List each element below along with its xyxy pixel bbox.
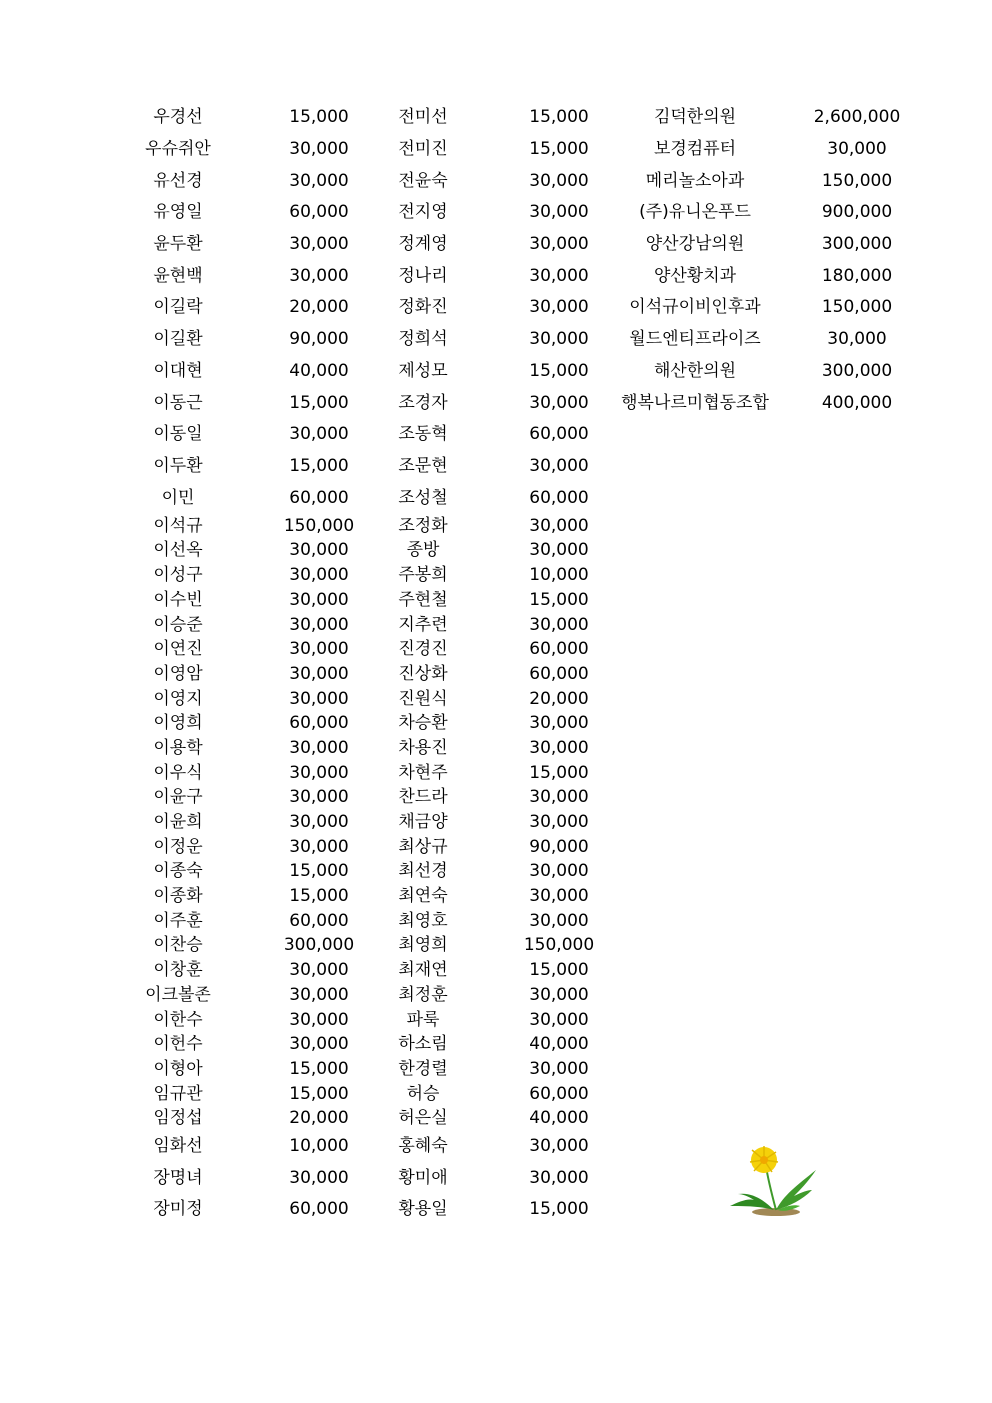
donor-name: 전지영 (398, 202, 448, 223)
donation-amount: 30,000 (529, 515, 589, 536)
donation-amount: 30,000 (529, 265, 589, 286)
donation-amount: 30,000 (289, 614, 349, 635)
donation-amount: 30,000 (529, 812, 589, 833)
donation-amount: 15,000 (529, 762, 589, 783)
donor-name: 이종화 (153, 886, 203, 907)
donation-amount: 30,000 (289, 1009, 349, 1030)
donation-amount: 15,000 (289, 861, 349, 882)
donor-middle-row (363, 1194, 629, 1226)
donation-amount: 30,000 (289, 639, 349, 660)
donation-amount: 30,000 (529, 540, 589, 561)
donation-amount: 15,000 (289, 1058, 349, 1079)
donation-amount: 300,000 (283, 935, 355, 956)
donor-middle-row (363, 1106, 629, 1131)
donation-amount: 30,000 (529, 886, 589, 907)
donation-amount: 60,000 (529, 424, 589, 445)
donor-name: 김덕한의원 (653, 107, 737, 128)
donor-name: 이대현 (153, 360, 203, 381)
donor-name: 이두환 (153, 455, 203, 476)
donation-amount: 15,000 (529, 139, 589, 160)
donation-amount: 10,000 (289, 1136, 349, 1157)
donor-name: 유영일 (153, 202, 203, 223)
donation-amount: 2,600,000 (813, 107, 901, 128)
donor-name: 주봉희 (398, 565, 448, 586)
donation-amount: 30,000 (529, 910, 589, 931)
donation-amount: 30,000 (289, 589, 349, 610)
donor-middle-row (363, 810, 629, 835)
donor-left-row (118, 810, 394, 835)
donation-amount: 30,000 (529, 1009, 589, 1030)
donation-amount: 30,000 (289, 984, 349, 1005)
donor-name: 조동혁 (398, 424, 448, 445)
donation-amount: 400,000 (821, 392, 893, 413)
donor-name: 윤두환 (153, 234, 203, 255)
donor-middle-row (363, 786, 629, 811)
donor-right-row (600, 356, 922, 388)
donation-amount: 30,000 (529, 737, 589, 758)
donor-name: 최정훈 (398, 984, 448, 1005)
donor-name: 이종숙 (153, 861, 203, 882)
donor-left-row (118, 1194, 394, 1226)
donor-name: 최영희 (398, 935, 448, 956)
donation-amount: 20,000 (529, 688, 589, 709)
donation-amount: 150,000 (821, 297, 893, 318)
donation-amount: 20,000 (289, 1108, 349, 1129)
donor-name: 장미정 (153, 1199, 203, 1220)
donation-amount: 30,000 (529, 170, 589, 191)
donor-name: 임화선 (153, 1136, 203, 1157)
donor-name: 이윤희 (153, 812, 203, 833)
donor-left-row (118, 637, 394, 662)
donor-name: 조정화 (398, 515, 448, 536)
donor-name: 양산황치과 (653, 265, 737, 286)
donation-amount: 10,000 (529, 565, 589, 586)
donation-amount: 30,000 (827, 329, 887, 350)
donation-amount: 30,000 (289, 139, 349, 160)
donor-left-row (118, 983, 394, 1008)
donor-name: 이헌수 (153, 1034, 203, 1055)
donor-middle-row (363, 761, 629, 786)
donation-amount: 30,000 (529, 202, 589, 223)
donor-name: (주)유니온푸드 (639, 202, 751, 223)
donor-name: 진경진 (398, 639, 448, 660)
donor-left-row (118, 835, 394, 860)
donor-name: 이창훈 (153, 960, 203, 981)
donation-amount: 60,000 (289, 910, 349, 931)
donor-name: 제성모 (398, 360, 448, 381)
donor-left-row (118, 1163, 394, 1195)
donor-middle-row (363, 324, 629, 356)
donor-name: 이길락 (153, 297, 203, 318)
donor-left-row (118, 711, 394, 736)
donor-name: 조문현 (398, 455, 448, 476)
donor-name: 장명녀 (153, 1167, 203, 1188)
donor-name: 이길환 (153, 329, 203, 350)
donor-name: 허은실 (398, 1108, 448, 1129)
donor-name: 진상화 (398, 663, 448, 684)
donation-amount: 30,000 (289, 565, 349, 586)
donor-left-row (118, 165, 394, 197)
donor-middle-row (363, 983, 629, 1008)
donor-left-row (118, 539, 394, 564)
donor-middle-row (363, 637, 629, 662)
donor-left-row (118, 958, 394, 983)
donor-middle-row (363, 102, 629, 134)
donor-name: 임정섭 (153, 1108, 203, 1129)
donation-amount: 150,000 (283, 515, 355, 536)
donor-name: 주현철 (398, 589, 448, 610)
donation-amount: 150,000 (821, 170, 893, 191)
donation-amount: 300,000 (821, 234, 893, 255)
donor-name: 황용일 (398, 1199, 448, 1220)
donor-middle-row (363, 539, 629, 564)
donor-name: 지추련 (398, 614, 448, 635)
donor-name: 최상규 (398, 836, 448, 857)
donor-middle-row (363, 514, 629, 539)
donation-amount: 15,000 (289, 1083, 349, 1104)
donor-middle-row (363, 835, 629, 860)
donation-amount: 15,000 (289, 886, 349, 907)
donor-name: 이석규이비인후과 (629, 297, 761, 318)
donor-left-row (118, 1082, 394, 1107)
donation-amount: 15,000 (289, 455, 349, 476)
donation-amount: 30,000 (289, 1034, 349, 1055)
donor-right-row (600, 165, 922, 197)
donor-name: 이주훈 (153, 910, 203, 931)
donation-amount: 60,000 (529, 1083, 589, 1104)
donor-left-row (118, 613, 394, 638)
donation-amount: 30,000 (289, 663, 349, 684)
donor-middle-row (363, 613, 629, 638)
donor-middle-row (363, 1008, 629, 1033)
donor-name: 이영지 (153, 688, 203, 709)
donor-left-row (118, 260, 394, 292)
donor-left-row (118, 1032, 394, 1057)
donor-middle-row (363, 1082, 629, 1107)
donor-name: 정나리 (398, 265, 448, 286)
donor-middle-row (363, 292, 629, 324)
donor-left-row (118, 934, 394, 959)
donor-name: 이용학 (153, 737, 203, 758)
donor-middle-row (363, 563, 629, 588)
donation-amount: 30,000 (529, 329, 589, 350)
donor-left-row (118, 514, 394, 539)
donor-name: 허승 (406, 1083, 440, 1104)
donation-amount: 60,000 (289, 713, 349, 734)
donor-middle-row (363, 356, 629, 388)
donor-middle-row (363, 736, 629, 761)
donation-amount: 30,000 (529, 1136, 589, 1157)
donor-name: 황미애 (398, 1167, 448, 1188)
donor-left-row (118, 356, 394, 388)
donation-amount: 30,000 (529, 614, 589, 635)
donation-amount: 90,000 (289, 329, 349, 350)
donation-amount: 15,000 (289, 107, 349, 128)
donor-column-left (118, 102, 394, 1226)
donation-amount: 30,000 (529, 787, 589, 808)
donor-name: 임규관 (153, 1083, 203, 1104)
donor-middle-row (363, 260, 629, 292)
donor-left-row (118, 1131, 394, 1163)
donor-left-row (118, 786, 394, 811)
donor-name: 이수빈 (153, 589, 203, 610)
donation-amount: 15,000 (529, 1199, 589, 1220)
donor-name: 윤현백 (153, 265, 203, 286)
donation-amount: 30,000 (529, 1167, 589, 1188)
donor-middle-row (363, 1163, 629, 1195)
donor-name: 정화진 (398, 297, 448, 318)
donor-left-row (118, 736, 394, 761)
donor-left-row (118, 884, 394, 909)
donation-amount: 30,000 (529, 1058, 589, 1079)
donor-middle-row (363, 958, 629, 983)
donation-amount: 30,000 (827, 139, 887, 160)
donor-name: 이석규 (153, 515, 203, 536)
donor-left-row (118, 387, 394, 419)
donor-name: 전미진 (398, 139, 448, 160)
donor-name: 차현주 (398, 762, 448, 783)
donor-left-row (118, 324, 394, 356)
donation-amount: 40,000 (529, 1108, 589, 1129)
donor-name: 메리놀소아과 (645, 170, 745, 191)
donation-amount: 40,000 (289, 360, 349, 381)
donation-amount: 30,000 (289, 960, 349, 981)
donor-left-row (118, 134, 394, 166)
donor-name: 월드엔티프라이즈 (629, 329, 761, 350)
donor-right-row (600, 134, 922, 166)
donor-name: 차승환 (398, 713, 448, 734)
donor-left-row (118, 197, 394, 229)
donation-amount: 15,000 (529, 589, 589, 610)
donor-middle-row (363, 451, 629, 483)
donor-right-row (600, 387, 922, 419)
donor-right-row (600, 229, 922, 261)
donor-left-row (118, 229, 394, 261)
donor-middle-row (363, 229, 629, 261)
donor-name: 하소림 (398, 1034, 448, 1055)
donation-amount: 30,000 (529, 234, 589, 255)
donor-right-row (600, 197, 922, 229)
donor-name: 최영호 (398, 910, 448, 931)
donor-name: 유선경 (153, 170, 203, 191)
donation-amount: 30,000 (529, 392, 589, 413)
donation-amount: 15,000 (529, 360, 589, 381)
donor-name: 우경선 (153, 107, 203, 128)
donor-name: 이연진 (153, 639, 203, 660)
donor-name: 파룩 (406, 1009, 440, 1030)
donation-amount: 300,000 (821, 360, 893, 381)
donor-name: 이찬승 (153, 935, 203, 956)
donor-name: 우슈쥐안 (145, 139, 211, 160)
donor-column-middle (363, 102, 629, 1226)
donor-left-row (118, 1106, 394, 1131)
donor-name: 전미선 (398, 107, 448, 128)
dandelion-icon (724, 1140, 824, 1222)
donation-amount: 30,000 (289, 812, 349, 833)
donor-middle-row (363, 165, 629, 197)
donor-middle-row (363, 687, 629, 712)
donation-amount: 60,000 (529, 663, 589, 684)
donor-left-row (118, 1008, 394, 1033)
donor-name: 이민 (161, 487, 195, 508)
donor-name: 한경렬 (398, 1058, 448, 1079)
donor-name: 행복나르미협동조합 (621, 392, 769, 413)
donation-amount: 40,000 (529, 1034, 589, 1055)
donation-amount: 30,000 (289, 762, 349, 783)
donor-name: 정계영 (398, 234, 448, 255)
donor-name: 이우식 (153, 762, 203, 783)
donation-amount: 30,000 (529, 861, 589, 882)
donation-amount: 30,000 (289, 265, 349, 286)
donor-name: 최연숙 (398, 886, 448, 907)
donation-amount: 900,000 (821, 202, 893, 223)
donation-amount: 30,000 (289, 688, 349, 709)
donor-right-row (600, 102, 922, 134)
donor-middle-row (363, 134, 629, 166)
donor-middle-row (363, 934, 629, 959)
donation-amount: 15,000 (529, 107, 589, 128)
donation-amount: 30,000 (289, 836, 349, 857)
donor-left-row (118, 292, 394, 324)
donation-amount: 60,000 (289, 487, 349, 508)
donation-amount: 15,000 (289, 392, 349, 413)
donor-middle-row (363, 197, 629, 229)
donor-name: 이크볼존 (145, 984, 211, 1005)
donor-name: 이정운 (153, 836, 203, 857)
donation-amount: 150,000 (523, 935, 595, 956)
donor-name: 채금양 (398, 812, 448, 833)
donation-amount: 60,000 (289, 1199, 349, 1220)
donor-name: 차용진 (398, 737, 448, 758)
donation-amount: 30,000 (529, 297, 589, 318)
donor-left-row (118, 909, 394, 934)
donor-middle-row (363, 482, 629, 514)
donor-name: 정희석 (398, 329, 448, 350)
donor-middle-row (363, 909, 629, 934)
donor-name: 해산한의원 (653, 360, 737, 381)
donor-name: 이윤구 (153, 787, 203, 808)
donor-left-row (118, 588, 394, 613)
donation-amount: 30,000 (289, 234, 349, 255)
donor-middle-row (363, 662, 629, 687)
donation-amount: 90,000 (529, 836, 589, 857)
donation-amount: 180,000 (821, 265, 893, 286)
donation-amount: 30,000 (289, 737, 349, 758)
donor-name: 이승준 (153, 614, 203, 635)
donor-name: 최재연 (398, 960, 448, 981)
donor-middle-row (363, 711, 629, 736)
donor-middle-row (363, 387, 629, 419)
donation-amount: 30,000 (289, 540, 349, 561)
donor-left-row (118, 860, 394, 885)
donor-name: 이영암 (153, 663, 203, 684)
donor-name: 보경컴퓨터 (653, 139, 737, 160)
donor-name: 진원식 (398, 688, 448, 709)
donation-amount: 20,000 (289, 297, 349, 318)
donation-amount: 30,000 (289, 787, 349, 808)
donor-right-row (600, 292, 922, 324)
donor-right-row (600, 324, 922, 356)
donor-name: 최선경 (398, 861, 448, 882)
donation-amount: 30,000 (289, 170, 349, 191)
donor-left-row (118, 419, 394, 451)
donation-amount: 60,000 (529, 639, 589, 660)
donor-middle-row (363, 1131, 629, 1163)
donor-name: 전윤숙 (398, 170, 448, 191)
donor-name: 이형아 (153, 1058, 203, 1079)
donation-amount: 60,000 (529, 487, 589, 508)
donor-left-row (118, 482, 394, 514)
donor-name: 이선옥 (153, 540, 203, 561)
donor-middle-row (363, 1057, 629, 1082)
donor-left-row (118, 662, 394, 687)
donor-middle-row (363, 884, 629, 909)
donor-name: 이동일 (153, 424, 203, 445)
donor-name: 종방 (406, 540, 440, 561)
donor-name: 이성구 (153, 565, 203, 586)
donor-middle-row (363, 860, 629, 885)
donor-name: 조경자 (398, 392, 448, 413)
donor-middle-row (363, 419, 629, 451)
donor-middle-row (363, 588, 629, 613)
donor-left-row (118, 687, 394, 712)
donor-name: 홍혜숙 (398, 1136, 448, 1157)
donor-name: 양산강남의원 (645, 234, 745, 255)
donation-amount: 30,000 (529, 455, 589, 476)
donation-amount: 15,000 (529, 960, 589, 981)
donation-amount: 30,000 (529, 713, 589, 734)
donor-name: 이영희 (153, 713, 203, 734)
donor-left-row (118, 563, 394, 588)
donation-amount: 30,000 (529, 984, 589, 1005)
donor-name: 조성철 (398, 487, 448, 508)
donor-name: 찬드라 (398, 787, 448, 808)
donor-left-row (118, 761, 394, 786)
donor-middle-row (363, 1032, 629, 1057)
donor-name: 이동근 (153, 392, 203, 413)
donation-amount: 30,000 (289, 424, 349, 445)
donor-left-row (118, 451, 394, 483)
donor-left-row (118, 102, 394, 134)
donor-right-row (600, 260, 922, 292)
donation-amount: 60,000 (289, 202, 349, 223)
donation-amount: 30,000 (289, 1167, 349, 1188)
donor-name: 이한수 (153, 1009, 203, 1030)
donor-column-right (600, 102, 922, 419)
donor-left-row (118, 1057, 394, 1082)
